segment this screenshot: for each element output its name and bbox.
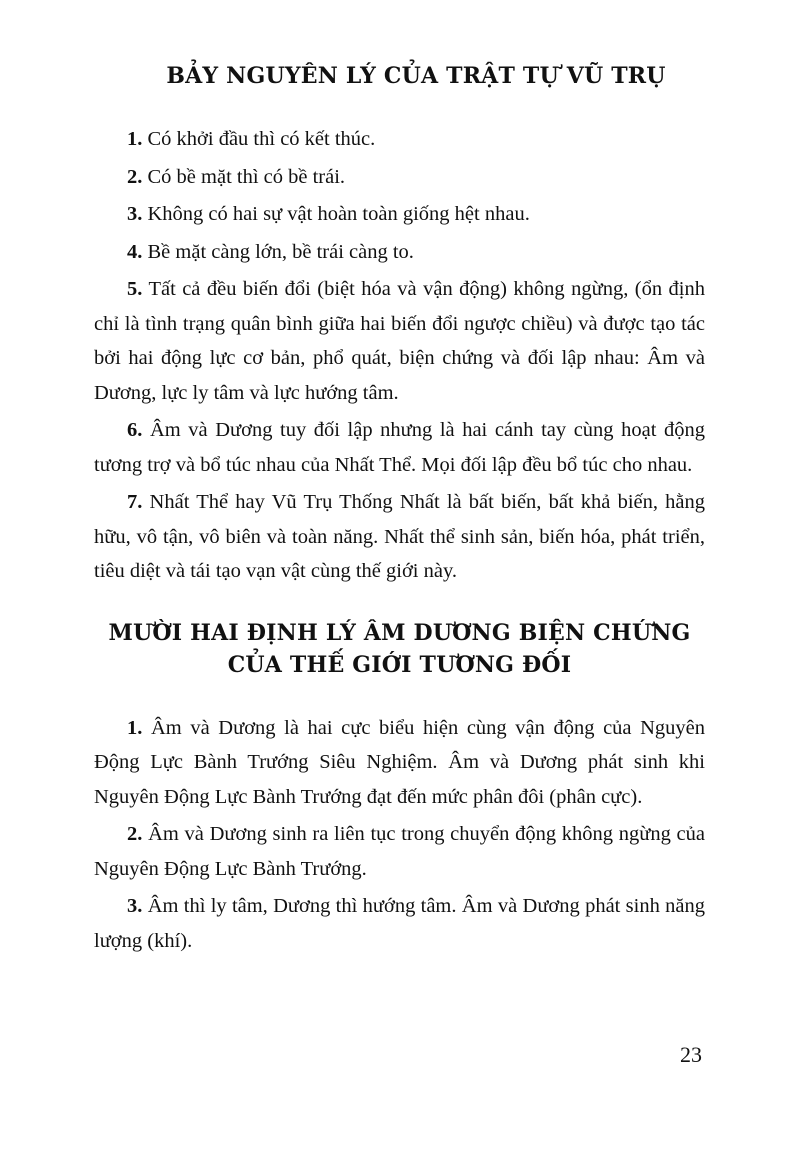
item-text: Âm và Dương sinh ra liên tục trong chuyển động không ngừng của Nguyên Động Lực Bành Trướng.	[94, 823, 705, 880]
item-text: Nhất Thể hay Vũ Trụ Thống Nhất là bất biến, bất khả biến, hằng hữu, vô tận, vô biên và toàn năng. Nhất thể sinh sản, biến hóa, phát triển, tiêu diệt và tái tạo vạn vật cùng thế giới này.	[94, 491, 706, 582]
section-2-title-line-1: MƯỜI HAI ĐỊNH LÝ ÂM DƯƠNG BIỆN CHỨNG	[108, 619, 691, 646]
item-text: Tất cả đều biến đổi (biệt hóa và vận động) không ngừng, (ổn định chỉ là tình trạng quân bình giữa hai biến đổi ngược chiều) và được tạo tác bởi hai động lực cơ bản, phổ quát, biện chứng và đối lập nhau: Âm và Dương, lực ly tâm và lực hướng tâm.	[94, 278, 705, 404]
item-text: Âm thì ly tâm, Dương thì hướng tâm. Âm và Dương phát sinh năng lượng (khí).	[94, 895, 705, 952]
item-number: 3.	[127, 895, 143, 917]
list-item	[94, 272, 705, 410]
section-1-title: BẢY NGUYÊN LÝ CỦA TRẬT TỰ VŨ TRỤ	[166, 63, 666, 89]
page-number: 23	[680, 1042, 702, 1067]
item-number: 1.	[127, 128, 143, 150]
item-number: 3.	[127, 203, 143, 225]
item-text: Có bề mặt thì có bề trái.	[147, 165, 346, 188]
list-item	[94, 889, 705, 958]
theorems-list	[94, 711, 706, 959]
item-number: 1.	[127, 716, 143, 739]
item-text: Có khởi đầu thì có kết thúc.	[147, 128, 376, 150]
item-number: 7.	[127, 491, 143, 513]
item-text: Âm và Dương tuy đối lập nhưng là hai cánh tay cùng hoạt động tương trợ và bổ túc nhau của Nhất Thể. Mọi đối lập đều bổ túc cho nhau.	[94, 419, 705, 476]
list-item	[94, 413, 705, 482]
item-text: Không có hai sự vật hoàn toàn giống hệt nhau.	[147, 203, 530, 225]
item-number: 6.	[127, 419, 143, 441]
list-item	[127, 235, 705, 270]
book-page	[94, 52, 706, 961]
list-item	[127, 197, 705, 232]
list-item	[94, 485, 705, 589]
list-item	[94, 817, 705, 886]
item-number: 4.	[127, 240, 143, 263]
item-text: Bề mặt càng lớn, bề trái càng to.	[147, 240, 414, 263]
section-2-title-line-2: CỦA THẾ GIỚI TƯƠNG ĐỐI	[227, 651, 572, 678]
item-number: 2.	[127, 165, 143, 188]
item-text: Âm và Dương là hai cực biểu hiện cùng vận động của Nguyên Động Lực Bành Trướng Siêu Nghiệm. Âm và Dương phát sinh khi Nguyên Động Lực Bành Trướng đạt đến mức phân đôi (phân cực).	[94, 716, 706, 808]
item-number: 5.	[127, 278, 143, 300]
list-item	[127, 160, 705, 195]
section-2-heading	[94, 617, 705, 681]
list-item	[94, 711, 705, 815]
list-item	[127, 122, 705, 157]
principles-list	[94, 122, 706, 589]
item-number: 2.	[127, 823, 143, 845]
